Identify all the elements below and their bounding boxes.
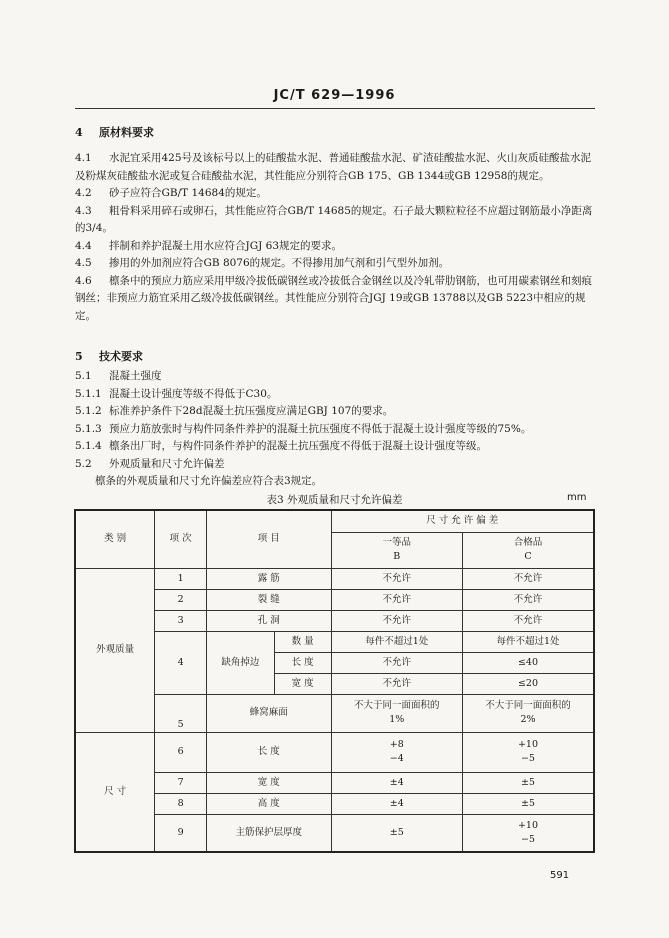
item-no: 1 — [155, 568, 207, 589]
header-item-no: 项 次 — [155, 510, 207, 568]
item-name: 孔 洞 — [207, 610, 332, 631]
sub-item: 长 度 — [274, 652, 331, 673]
header-grade-b — [331, 532, 462, 568]
header-item: 项 目 — [207, 510, 332, 568]
item-name: 主筋保护层厚度 — [207, 814, 332, 852]
value-c — [462, 732, 594, 772]
grade-c-code: C — [524, 551, 532, 562]
clause-number: 5.1 — [75, 370, 92, 382]
value-b — [331, 694, 462, 732]
grade-b-code: B — [393, 551, 401, 562]
clause-text: 檩条出厂时，与构件同条件养护的混凝土抗压强度不得低于混凝土设计强度等级。 — [109, 440, 487, 452]
item-name: 蜂窝麻面 — [207, 694, 332, 732]
value-c: 每件不超过1处 — [462, 631, 594, 652]
value-line: 1% — [389, 714, 405, 725]
clause-5-1-1 — [75, 386, 600, 404]
clause-text: 粗骨料采用碎石或卵石，其性能应符合GB/T 14685的规定。石子最大颗粒粒径不应超过钢筋最小净距离的3/4。 — [75, 204, 593, 234]
value-b: 不允许 — [331, 589, 462, 610]
value-c — [462, 694, 594, 732]
value-b: ±4 — [331, 793, 462, 814]
item-name: 高 度 — [207, 793, 332, 814]
value-c — [462, 814, 594, 852]
clause-5-1-2 — [75, 403, 600, 421]
value-c: ±5 — [462, 772, 594, 793]
clause-number: 5.1.4 — [75, 440, 102, 452]
value-b — [331, 732, 462, 772]
clause-4-4 — [75, 238, 600, 256]
clause-4-5 — [75, 255, 600, 273]
clause-number: 4.6 — [75, 274, 92, 287]
clause-5-1 — [75, 368, 600, 386]
value-b: ±5 — [331, 814, 462, 852]
clause-number: 5.2 — [75, 457, 92, 470]
header-tolerance: 尺 寸 允 许 偏 差 — [331, 510, 594, 532]
value-line: +10 — [517, 739, 539, 750]
value-b: ±4 — [331, 772, 462, 793]
value-line: −5 — [520, 753, 535, 764]
table-unit: mm — [567, 492, 587, 503]
clause-number: 4.5 — [75, 257, 92, 269]
clause-text: 拌制和养护混凝土用水应符合JGJ 63规定的要求。 — [109, 239, 343, 252]
item-name: 长 度 — [207, 732, 332, 772]
clause-text: 掺用的外加剂应符合GB 8076的规定。不得掺用加气剂和引气型外加剂。 — [109, 257, 450, 269]
item-no: 9 — [155, 814, 207, 852]
section-title-text: 原材料要求 — [99, 126, 154, 139]
clause-text: 外观质量和尺寸允许偏差 — [109, 457, 225, 470]
clause-5-1-3 — [75, 421, 600, 439]
item-no: 5 — [155, 694, 207, 732]
clause-4-3 — [75, 203, 600, 238]
tolerance-table — [74, 509, 595, 853]
item-no: 3 — [155, 610, 207, 631]
table-reference-paragraph: 檩条的外观质量和尺寸允许偏差应符合表3规定。 — [95, 475, 323, 487]
item-name: 宽 度 — [207, 772, 332, 793]
clause-text: 砂子应符合GB/T 14684的规定。 — [109, 187, 267, 199]
clause-text: 标准养护条件下28d混凝土抗压强度应满足GBJ 107的要求。 — [109, 405, 394, 417]
section-5-title — [75, 348, 143, 364]
section-4-title — [75, 124, 154, 140]
section-number: 4 — [75, 126, 83, 139]
item-name: 露 筋 — [207, 568, 332, 589]
value-c: ≤40 — [462, 652, 594, 673]
clause-text: 水泥宜采用425号及该标号以上的硅酸盐水泥、普通硅酸盐水泥、矿渣硅酸盐水泥、火山灰质硅酸盐水泥及粉煤灰硅酸盐水泥或复合硅酸盐水泥，其性能应分别符合GB 175、GB 1344或GB 12958的规定。 — [75, 152, 592, 182]
item-no: 8 — [155, 793, 207, 814]
item-name: 裂 缝 — [207, 589, 332, 610]
clause-number: 5.1.1 — [75, 387, 102, 400]
value-b: 每件不超过1处 — [331, 631, 462, 652]
page-number: 591 — [550, 870, 570, 881]
header-category: 类 别 — [75, 510, 155, 568]
page-header: JC/T 629—1996 — [273, 88, 396, 103]
clause-text: 预应力筋放张时与构件同条件养护的混凝土抗压强度不得低于混凝土设计强度等级的75%。 — [109, 422, 532, 435]
clause-number: 4.4 — [75, 239, 92, 252]
clause-number: 5.1.3 — [75, 422, 102, 435]
sub-item: 数 量 — [274, 631, 331, 652]
grade-c-label: 合格品 — [513, 537, 543, 548]
value-line: 2% — [520, 714, 536, 725]
clause-text: 檩条中的预应力筋应采用甲级冷拔低碳钢丝或冷拔低合金钢丝以及冷轧带肋钢筋，也可用碳素钢丝和刻痕钢丝；非预应力筋宜采用乙级冷拔低碳钢丝。其性能应分别符合JGJ 19或GB 13788以及GB 5223中相应的规定。 — [75, 274, 592, 322]
value-c: ±5 — [462, 793, 594, 814]
category-appearance: 外观质量 — [75, 568, 155, 732]
category-size: 尺 寸 — [75, 732, 155, 852]
item-no: 6 — [155, 732, 207, 772]
value-b: 不允许 — [331, 673, 462, 694]
value-line: 不大于同一面面积的 — [353, 700, 440, 711]
item-name: 缺角掉边 — [207, 631, 275, 694]
value-line: 不大于同一面面积的 — [485, 700, 571, 711]
value-line: +8 — [389, 739, 404, 750]
value-b: 不允许 — [331, 652, 462, 673]
clause-number: 4.2 — [75, 187, 92, 199]
value-c: ≤20 — [462, 673, 594, 694]
clause-number: 5.1.2 — [75, 405, 102, 417]
value-c: 不允许 — [462, 610, 594, 631]
grade-b-label: 一等品 — [382, 537, 411, 548]
section-4-body — [75, 150, 600, 325]
section-5-body — [75, 368, 600, 491]
value-line: +10 — [517, 819, 539, 831]
clause-4-1 — [75, 150, 600, 185]
header-grade-c — [462, 532, 594, 568]
value-c: 不允许 — [462, 589, 594, 610]
header-rule — [75, 108, 595, 109]
value-b: 不允许 — [331, 568, 462, 589]
sub-item: 宽 度 — [274, 673, 331, 694]
clause-text: 混凝土设计强度等级不得低于C30。 — [109, 387, 278, 400]
clause-text: 混凝土强度 — [109, 370, 162, 382]
clause-4-2 — [75, 185, 600, 203]
value-line: −4 — [389, 753, 404, 764]
clause-4-6 — [75, 273, 600, 326]
table-row — [75, 732, 594, 772]
clause-number: 4.3 — [75, 204, 92, 217]
item-no: 4 — [155, 631, 207, 694]
value-line: −5 — [520, 833, 535, 845]
section-number: 5 — [75, 350, 83, 363]
clause-5-2 — [75, 456, 600, 474]
section-title-text: 技术要求 — [99, 350, 143, 363]
table-row — [75, 568, 594, 589]
item-no: 7 — [155, 772, 207, 793]
table-caption: 表3 外观质量和尺寸允许偏差 — [266, 494, 403, 506]
value-b: 不允许 — [331, 610, 462, 631]
clause-number: 4.1 — [75, 152, 92, 164]
clause-5-1-4 — [75, 438, 600, 456]
item-no: 2 — [155, 589, 207, 610]
value-c: 不允许 — [462, 568, 594, 589]
